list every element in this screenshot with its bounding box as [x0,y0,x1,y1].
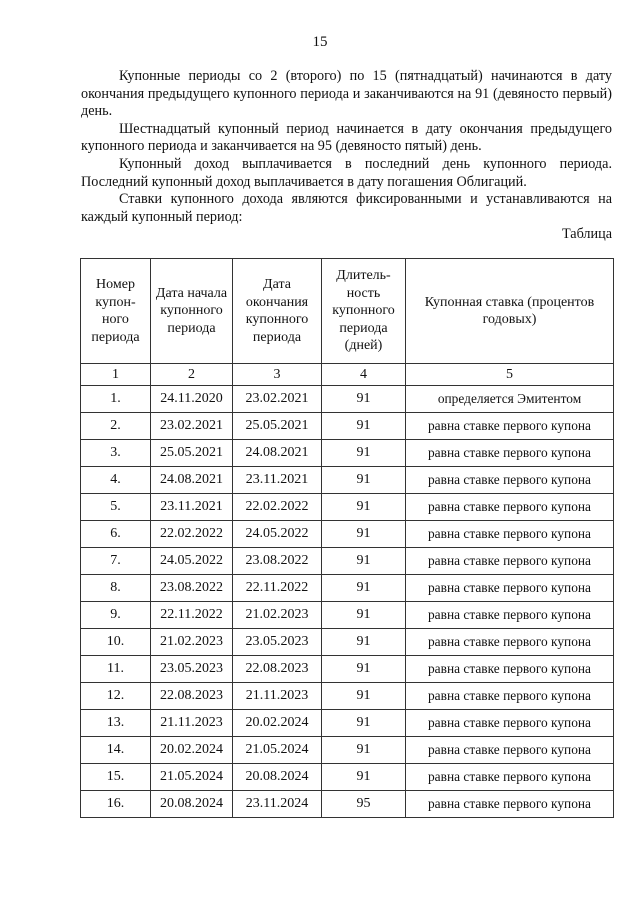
table-row [81,494,614,521]
cell-end-date: 25.05.2021 [233,413,322,440]
cell-duration: 91 [322,575,406,602]
cell-period-number: 12. [81,683,151,710]
cell-period-number: 11. [81,656,151,683]
column-number: 4 [322,364,406,386]
cell-coupon-rate: равна ставке первого купона [406,737,614,764]
table-caption: Таблица [561,226,612,242]
table-row [81,683,614,710]
cell-end-date: 21.11.2023 [233,683,322,710]
cell-duration: 91 [322,602,406,629]
cell-start-date: 23.08.2022 [151,575,233,602]
cell-end-date: 23.11.2024 [233,791,322,818]
cell-period-number: 15. [81,764,151,791]
cell-duration: 91 [322,548,406,575]
cell-period-number: 13. [81,710,151,737]
cell-duration: 91 [322,683,406,710]
cell-end-date: 22.11.2022 [233,575,322,602]
paragraph-coupon-rates: Ставки купонного дохода являются фиксированными и устанавливаются на каждый купонный период: [81,191,612,225]
cell-duration: 91 [322,467,406,494]
cell-duration: 91 [322,656,406,683]
cell-duration: 91 [322,521,406,548]
table-row [81,710,614,737]
table-row [81,521,614,548]
cell-coupon-rate: определяется Эмитентом [406,386,614,413]
cell-duration: 91 [322,440,406,467]
cell-coupon-rate: равна ставке первого купона [406,683,614,710]
cell-coupon-rate: равна ставке первого купона [406,629,614,656]
cell-end-date: 20.02.2024 [233,710,322,737]
header-start-date: Дата начала купонного периода [151,259,233,364]
cell-start-date: 21.05.2024 [151,764,233,791]
cell-end-date: 24.08.2021 [233,440,322,467]
body-text [81,68,612,226]
cell-start-date: 23.02.2021 [151,413,233,440]
header-duration: Длитель-ность купонного периода (дней) [322,259,406,364]
cell-duration: 91 [322,737,406,764]
header-period-number: Номер купон-ного периода [81,259,151,364]
column-number: 5 [406,364,614,386]
table-row [81,764,614,791]
cell-coupon-rate: равна ставке первого купона [406,575,614,602]
cell-start-date: 24.08.2021 [151,467,233,494]
page-number: 15 [312,34,328,50]
cell-coupon-rate: равна ставке первого купона [406,440,614,467]
cell-end-date: 22.02.2022 [233,494,322,521]
cell-duration: 91 [322,494,406,521]
table-header-row [81,259,614,364]
cell-end-date: 23.11.2021 [233,467,322,494]
cell-coupon-rate: равна ставке первого купона [406,602,614,629]
table-row [81,467,614,494]
cell-start-date: 23.11.2021 [151,494,233,521]
column-number: 2 [151,364,233,386]
cell-period-number: 10. [81,629,151,656]
table-row [81,602,614,629]
table-row [81,737,614,764]
cell-period-number: 5. [81,494,151,521]
cell-period-number: 3. [81,440,151,467]
cell-start-date: 20.02.2024 [151,737,233,764]
cell-start-date: 20.08.2024 [151,791,233,818]
cell-period-number: 8. [81,575,151,602]
cell-duration: 95 [322,791,406,818]
cell-start-date: 22.02.2022 [151,521,233,548]
cell-end-date: 20.08.2024 [233,764,322,791]
cell-duration: 91 [322,764,406,791]
cell-coupon-rate: равна ставке первого купона [406,521,614,548]
cell-period-number: 9. [81,602,151,629]
table-row [81,656,614,683]
table-row [81,386,614,413]
table-row [81,791,614,818]
cell-end-date: 23.02.2021 [233,386,322,413]
cell-period-number: 2. [81,413,151,440]
cell-period-number: 16. [81,791,151,818]
paragraph-coupon-payment: Купонный доход выплачивается в последний день купонного периода. Последний купонный доход выплачивается в дату погашения Облигаций. [81,155,612,190]
column-number: 3 [233,364,322,386]
cell-end-date: 23.08.2022 [233,548,322,575]
table-row [81,629,614,656]
cell-coupon-rate: равна ставке первого купона [406,791,614,818]
cell-duration: 91 [322,710,406,737]
cell-coupon-rate: равна ставке первого купона [406,494,614,521]
cell-end-date: 22.08.2023 [233,656,322,683]
cell-period-number: 14. [81,737,151,764]
cell-start-date: 24.05.2022 [151,548,233,575]
cell-duration: 91 [322,386,406,413]
cell-coupon-rate: равна ставке первого купона [406,413,614,440]
paragraph-sixteenth-period: Шестнадцатый купонный период начинается в дату окончания предыдущего купонного периода и заканчивается на 95 (девяносто пятый) день. [81,120,612,155]
cell-coupon-rate: равна ставке первого купона [406,710,614,737]
cell-end-date: 23.05.2023 [233,629,322,656]
header-coupon-rate: Купонная ставка (процентов годовых) [406,259,614,364]
column-number-row [81,364,614,386]
cell-end-date: 21.02.2023 [233,602,322,629]
cell-start-date: 21.11.2023 [151,710,233,737]
cell-start-date: 24.11.2020 [151,386,233,413]
table-row [81,575,614,602]
cell-coupon-rate: равна ставке первого купона [406,548,614,575]
paragraph-coupon-periods: Купонные периоды со 2 (второго) по 15 (пятнадцатый) начинаются в дату окончания предыдущего купонного периода и заканчиваются на 91 (девяносто первый) день. [81,68,612,120]
cell-start-date: 22.08.2023 [151,683,233,710]
coupon-schedule-table [80,258,614,818]
cell-period-number: 7. [81,548,151,575]
cell-period-number: 4. [81,467,151,494]
table-row [81,413,614,440]
table-row [81,548,614,575]
cell-period-number: 1. [81,386,151,413]
cell-start-date: 25.05.2021 [151,440,233,467]
table-row [81,440,614,467]
cell-start-date: 22.11.2022 [151,602,233,629]
cell-coupon-rate: равна ставке первого купона [406,764,614,791]
cell-coupon-rate: равна ставке первого купона [406,467,614,494]
column-number: 1 [81,364,151,386]
cell-duration: 91 [322,629,406,656]
cell-period-number: 6. [81,521,151,548]
cell-coupon-rate: равна ставке первого купона [406,656,614,683]
cell-end-date: 21.05.2024 [233,737,322,764]
cell-start-date: 23.05.2023 [151,656,233,683]
header-end-date: Дата окончания купонного периода [233,259,322,364]
cell-end-date: 24.05.2022 [233,521,322,548]
cell-start-date: 21.02.2023 [151,629,233,656]
cell-duration: 91 [322,413,406,440]
